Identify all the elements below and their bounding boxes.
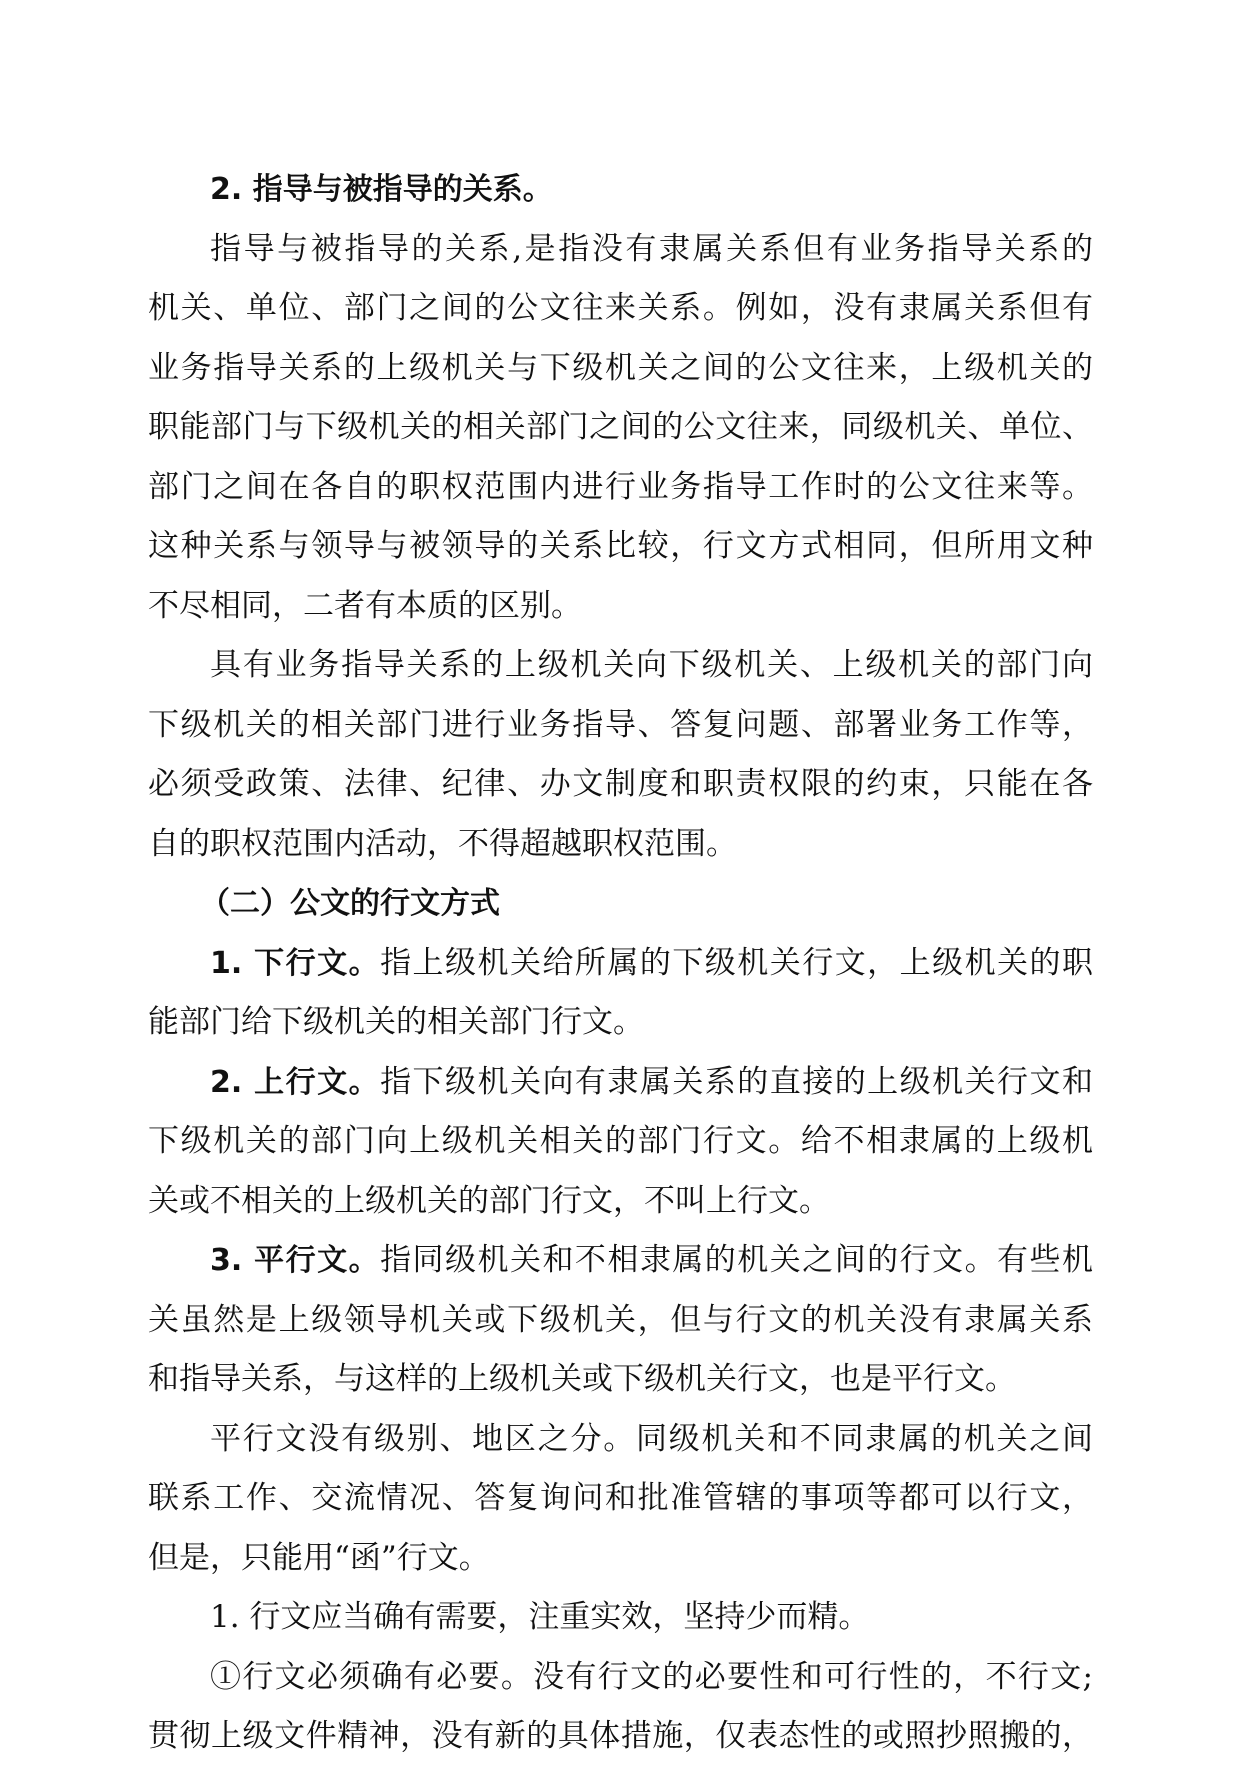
- item-lead-upward: 2. 上行文。: [210, 1064, 381, 1100]
- text-line: 必须受政策、法律、纪律、办文制度和职责权限的约束，只能在各: [148, 766, 1093, 802]
- item-lead-downward: 1. 下行文。: [210, 945, 381, 981]
- paragraph-parallel-rules: [148, 1410, 1093, 1589]
- item-downward-document: [148, 934, 1093, 1053]
- text-line: 关或不相关的上级机关的部门行文，不叫上行文。: [148, 1182, 830, 1219]
- section-heading-guidance-relation: 2. 指导与被指导的关系。: [210, 172, 553, 207]
- text-line: 指导与被指导的关系,是指没有隶属关系但有业务指导关系的: [210, 230, 1093, 267]
- text-line: 但是，只能用“函”行文。: [148, 1539, 490, 1576]
- text-line: 下级机关的部门向上级机关相关的部门行文。给不相隶属的上级机: [148, 1123, 1093, 1159]
- text-line: 机关、单位、部门之间的公文往来关系。例如，没有隶属关系但有: [148, 290, 1093, 326]
- paragraph-guidance-constraints: [148, 636, 1093, 874]
- text-line: 不尽相同，二者有本质的区别。: [148, 587, 582, 624]
- item-parallel-document: [148, 1231, 1093, 1410]
- item-upward-document: [148, 1053, 1093, 1232]
- text-line: 下级机关的相关部门进行业务指导、答复问题、部署业务工作等，: [148, 706, 1093, 743]
- text-line: 贯彻上级文件精神，没有新的具体措施，仅表态性的或照抄照搬的，: [148, 1718, 1093, 1754]
- text-line: 业务指导关系的上级机关与下级机关之间的公文往来，上级机关的: [148, 349, 1093, 386]
- text-line: [148, 934, 1093, 994]
- rule-necessity: 1. 行文应当确有需要，注重实效，坚持少而精。: [210, 1599, 870, 1635]
- item-text: 指上级机关给所属的下级机关行文，上级机关的职: [380, 944, 1093, 981]
- section-heading-document-flow: （二）公文的行文方式: [200, 886, 500, 921]
- text-line: 和指导关系，与这样的上级机关或下级机关行文，也是平行文。: [148, 1361, 1016, 1397]
- text-line: 平行文没有级别、地区之分。同级机关和不同隶属的机关之间: [210, 1420, 1093, 1457]
- paragraph-guidance-definition: [148, 220, 1093, 637]
- item-text: 指下级机关向有隶属关系的直接的上级机关行文和: [380, 1063, 1093, 1100]
- text-line: ①行文必须确有必要。没有行文的必要性和可行性的，不行文;: [210, 1658, 1093, 1695]
- paragraph-rule-necessity-detail: [148, 1648, 1093, 1767]
- text-line: 具有业务指导关系的上级机关向下级机关、上级机关的部门向: [210, 647, 1093, 683]
- text-line: 这种关系与领导与被领导的关系比较，行文方式相同，但所用文种: [148, 528, 1093, 564]
- text-line: 职能部门与下级机关的相关部门之间的公文往来，同级机关、单位、: [148, 409, 1093, 445]
- item-text: 指同级机关和不相隶属的机关之间的行文。有些机: [380, 1242, 1093, 1278]
- text-line: 联系工作、交流情况、答复询问和批准管辖的事项等都可以行文，: [148, 1480, 1093, 1516]
- text-line: 能部门给下级机关的相关部门行文。: [148, 1004, 644, 1040]
- text-line: 关虽然是上级领导机关或下级机关，但与行文的机关没有隶属关系: [148, 1301, 1093, 1338]
- text-line: 自的职权范围内活动，不得超越职权范围。: [148, 825, 737, 862]
- item-lead-parallel: 3. 平行文。: [210, 1243, 381, 1278]
- text-line: 部门之间在各自的职权范围内进行业务指导工作时的公文往来等。: [148, 468, 1093, 505]
- document-body: [148, 160, 1093, 1767]
- text-line: [148, 1231, 1093, 1291]
- text-line: [148, 1053, 1093, 1113]
